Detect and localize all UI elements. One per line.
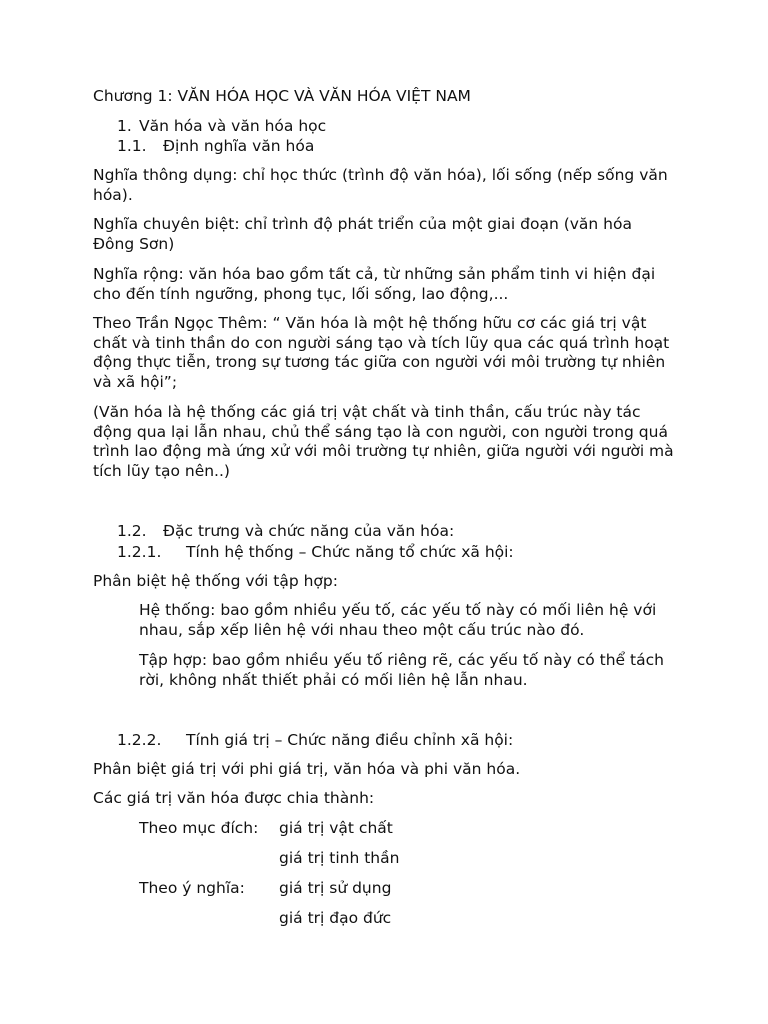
paragraph-parenthetical: (Văn hóa là hệ thống các giá trị vật chất và tinh thần, cấu trúc này tác động qua lại lẫn nhau, chủ thể sáng tạo là con người, con người trong quá trình lao động mà ứng xử với môi trường tự nhiên, giữa người với người mà tích lũy tạo nên..) xyxy=(93,403,674,480)
heading-1 xyxy=(117,117,326,135)
paragraph-nghia-chuyen-biet: Nghĩa chuyên biệt: chỉ trình độ phát triển của một giai đoạn (văn hóa Đông Sơn) xyxy=(93,215,632,253)
paragraph-phan-biet-gia-tri: Phân biệt giá trị với phi giá trị, văn hóa và phi văn hóa. xyxy=(93,760,521,778)
paragraph-cac-gia-tri: Các giá trị văn hóa được chia thành: xyxy=(93,789,375,807)
paragraph-nghia-rong: Nghĩa rộng: văn hóa bao gồm tất cả, từ những sản phẩm tinh vi hiện đại cho đến tính ngưỡng, phong tục, lối sống, lao động,... xyxy=(93,265,656,303)
classification-label: Theo ý nghĩa: xyxy=(139,879,245,897)
heading-text: Định nghĩa văn hóa xyxy=(163,137,315,155)
heading-number: 1.2. xyxy=(117,522,147,540)
paragraph-tran-ngoc-them: Theo Trần Ngọc Thêm: “ Văn hóa là một hệ thống hữu cơ các giá trị vật chất và tinh thần do con người sáng tạo và tích lũy qua các quá trình hoạt động thực tiễn, trong sự tương tác giữa con người với môi trường tự nhiên và xã hội”; xyxy=(93,314,670,391)
paragraph-he-thong: Hệ thống: bao gồm nhiều yếu tố, các yếu tố này có mối liên hệ với nhau, sắp xếp liên hệ với nhau theo một cấu trúc nào đó. xyxy=(139,601,657,639)
heading-1-2-2 xyxy=(117,731,513,749)
heading-text: Tính hệ thống – Chức năng tổ chức xã hội: xyxy=(186,543,514,561)
heading-1-2-1 xyxy=(117,543,514,561)
heading-number: 1. xyxy=(117,117,132,135)
heading-number: 1.2.2. xyxy=(117,731,162,749)
heading-number: 1.2.1. xyxy=(117,543,162,561)
heading-text: Đặc trưng và chức năng của văn hóa: xyxy=(163,522,455,540)
paragraph-tap-hop: Tập hợp: bao gồm nhiều yếu tố riêng rẽ, các yếu tố này có thể tách rời, không nhất thiết phải có mối liên hệ lẫn nhau. xyxy=(139,651,664,689)
classification-value: giá trị sử dụng xyxy=(279,879,392,897)
classification-value: giá trị đạo đức xyxy=(279,909,392,927)
classification-label: Theo mục đích: xyxy=(139,819,259,837)
heading-1-2 xyxy=(117,522,454,540)
paragraph-phan-biet-he-thong: Phân biệt hệ thống với tập hợp: xyxy=(93,572,338,590)
heading-number: 1.1. xyxy=(117,137,147,155)
chapter-title: Chương 1: VĂN HÓA HỌC VÀ VĂN HÓA VIỆT NAM xyxy=(93,87,471,105)
heading-1-1 xyxy=(117,137,314,155)
heading-text: Tính giá trị – Chức năng điều chỉnh xã hội: xyxy=(186,731,514,749)
heading-text: Văn hóa và văn hóa học xyxy=(139,117,327,135)
paragraph-nghia-thong-dung: Nghĩa thông dụng: chỉ học thức (trình độ văn hóa), lối sống (nếp sống văn hóa). xyxy=(93,166,668,204)
classification-value: giá trị tinh thần xyxy=(279,849,400,867)
classification-value: giá trị vật chất xyxy=(279,819,393,837)
